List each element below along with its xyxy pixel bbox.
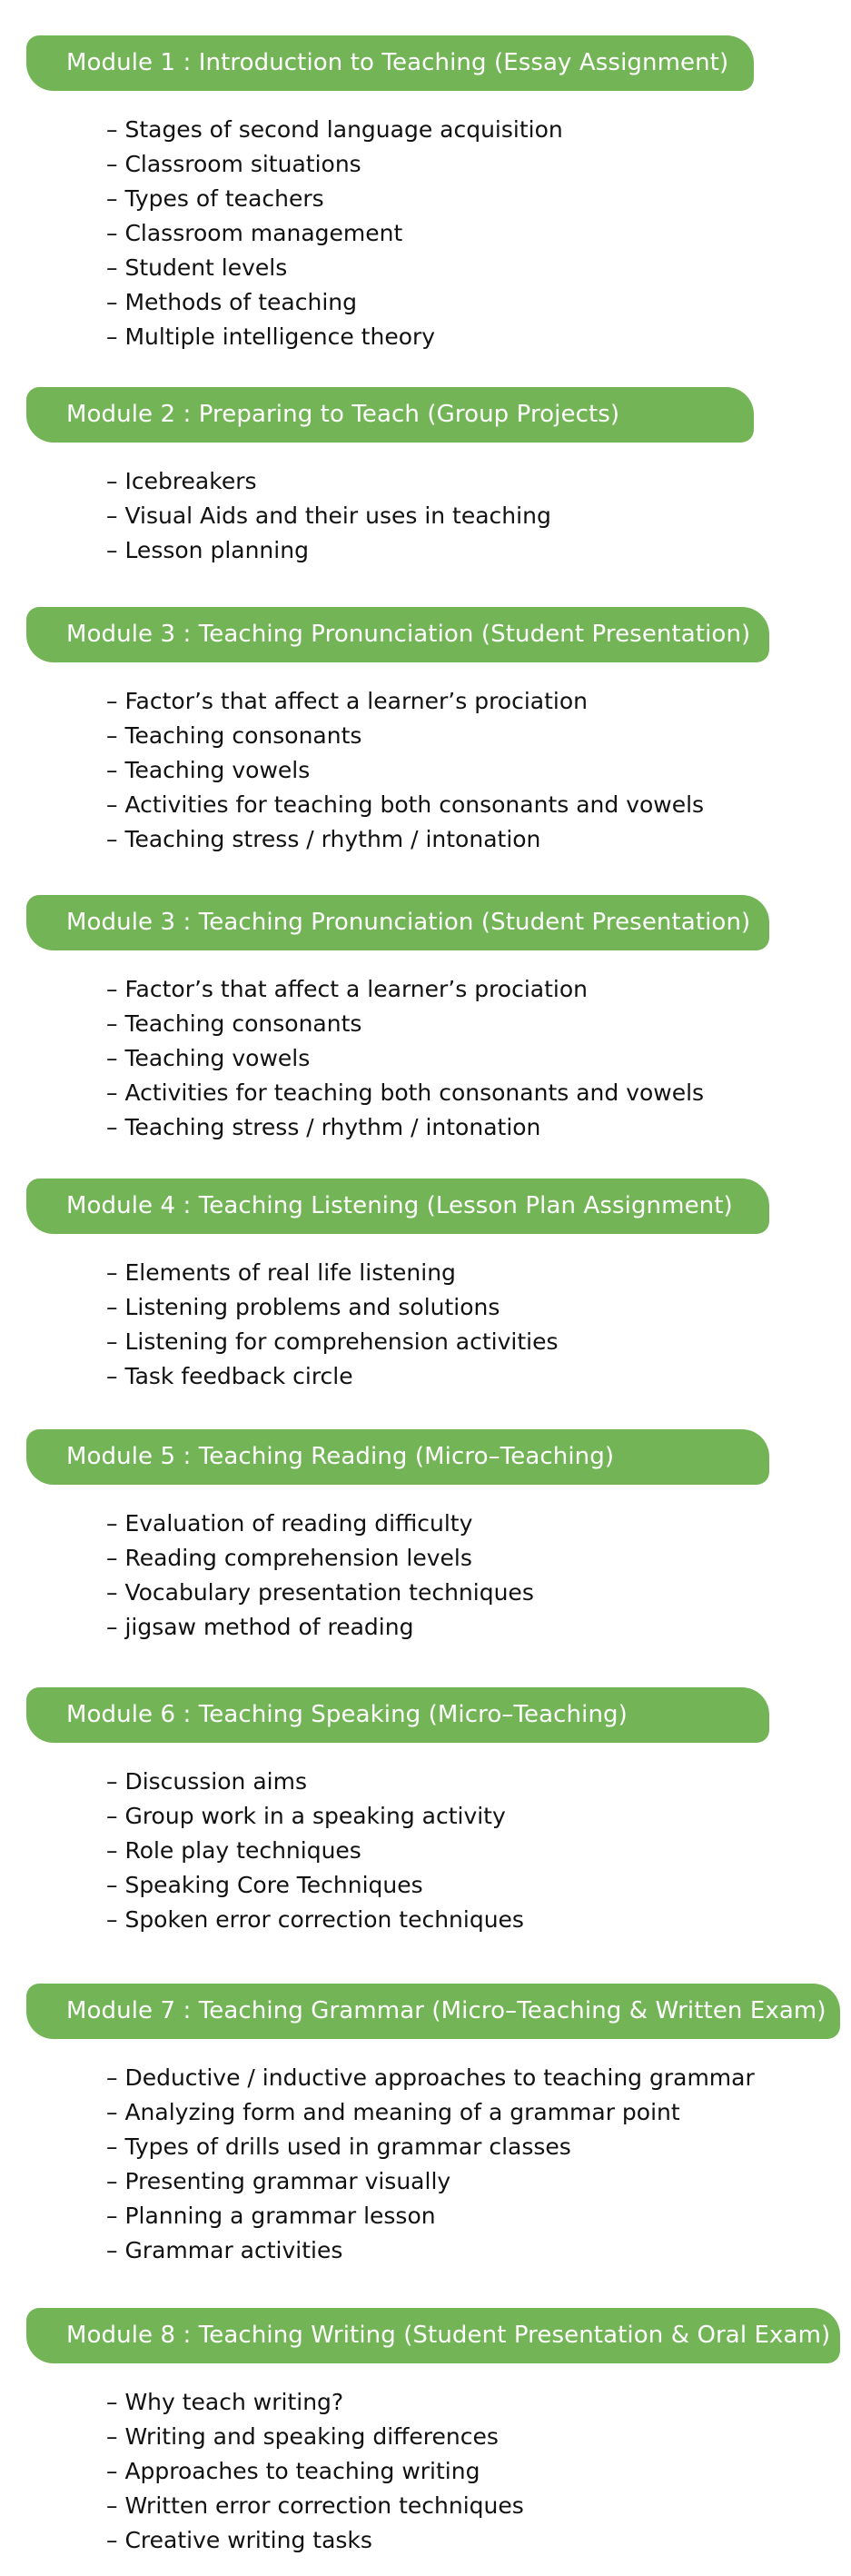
topic-item: – Teaching vowels — [106, 1045, 311, 1071]
topic-list — [106, 113, 563, 354]
topic-item: – Creative writing tasks — [106, 2527, 372, 2553]
module-header: Module 2 : Preparing to Teach (Group Projects) — [26, 387, 754, 443]
topic-item: – Classroom management — [106, 220, 403, 246]
topic-item: – Evaluation of reading difficulty — [106, 1510, 473, 1537]
topic-item: – Written error correction techniques — [106, 2492, 524, 2519]
topic-item: – Stages of second language acquisition — [106, 116, 563, 143]
module-header: Module 8 : Teaching Writing (Student Presentation & Oral Exam) — [26, 2308, 840, 2363]
module-header: Module 5 : Teaching Reading (Micro–Teaching) — [26, 1429, 769, 1485]
topic-list — [106, 2061, 755, 2268]
topic-item: – Listening problems and solutions — [106, 1294, 500, 1320]
topic-item: – Writing and speaking differences — [106, 2423, 499, 2450]
topic-item: – jigsaw method of reading — [106, 1614, 414, 1640]
topic-list — [106, 1765, 524, 1937]
topic-item: – Elements of real life listening — [106, 1259, 456, 1286]
topic-item: – Types of teachers — [106, 185, 324, 212]
topic-item: – Approaches to teaching writing — [106, 2458, 480, 2484]
topic-item: – Types of drills used in grammar classes — [106, 2133, 571, 2160]
topic-item: – Deductive / inductive approaches to teaching grammar — [106, 2064, 755, 2091]
topic-item: – Task feedback circle — [106, 1363, 353, 1389]
topic-item: – Grammar activities — [106, 2237, 343, 2263]
topic-item: – Activities for teaching both consonants and vowels — [106, 791, 705, 818]
module-header: Module 6 : Teaching Speaking (Micro–Teaching) — [26, 1687, 769, 1743]
topic-item: – Group work in a speaking activity — [106, 1803, 506, 1829]
module-header: Module 4 : Teaching Listening (Lesson Plan Assignment) — [26, 1179, 769, 1234]
topic-item: – Speaking Core Techniques — [106, 1872, 423, 1898]
topic-item: – Teaching vowels — [106, 757, 311, 783]
module-header: Module 3 : Teaching Pronunciation (Student Presentation) — [26, 895, 769, 950]
topic-item: – Icebreakers — [106, 468, 257, 494]
topic-list — [106, 684, 704, 857]
topic-item: – Teaching stress / rhythm / intonation — [106, 1114, 541, 1140]
topic-item: – Spoken error correction techniques — [106, 1906, 524, 1933]
module-header: Module 1 : Introduction to Teaching (Essay Assignment) — [26, 35, 754, 91]
topic-item: – Analyzing form and meaning of a grammar point — [106, 2099, 680, 2125]
topic-item: – Presenting grammar visually — [106, 2168, 451, 2194]
topic-item: – Factor’s that affect a learner’s prociation — [106, 688, 588, 714]
topic-item: – Teaching stress / rhythm / intonation — [106, 826, 541, 852]
topic-item: – Teaching consonants — [106, 722, 362, 749]
module-header: Module 3 : Teaching Pronunciation (Student Presentation) — [26, 607, 769, 662]
topic-list — [106, 2385, 524, 2558]
topic-item: – Listening for comprehension activities — [106, 1328, 559, 1355]
topic-item: – Classroom situations — [106, 151, 361, 177]
topic-item: – Reading comprehension levels — [106, 1545, 472, 1571]
topic-item: – Discussion aims — [106, 1768, 307, 1795]
topic-list — [106, 464, 551, 568]
topic-list — [106, 1507, 534, 1645]
topic-item: – Factor’s that affect a learner’s prociation — [106, 976, 588, 1002]
topic-item: – Methods of teaching — [106, 289, 357, 315]
topic-item: – Teaching consonants — [106, 1010, 362, 1037]
topic-item: – Visual Aids and their uses in teaching — [106, 502, 551, 529]
topic-list — [106, 972, 704, 1145]
topic-item: – Role play techniques — [106, 1837, 361, 1864]
topic-item: – Vocabulary presentation techniques — [106, 1579, 534, 1606]
topic-list — [106, 1256, 559, 1394]
topic-item: – Student levels — [106, 254, 288, 281]
topic-item: – Lesson planning — [106, 537, 309, 563]
topic-item: – Why teach writing? — [106, 2389, 344, 2415]
topic-item: – Planning a grammar lesson — [106, 2203, 436, 2229]
module-header: Module 7 : Teaching Grammar (Micro–Teaching & Written Exam) — [26, 1984, 840, 2039]
topic-item: – Multiple intelligence theory — [106, 323, 436, 350]
topic-item: – Activities for teaching both consonants and vowels — [106, 1079, 705, 1106]
